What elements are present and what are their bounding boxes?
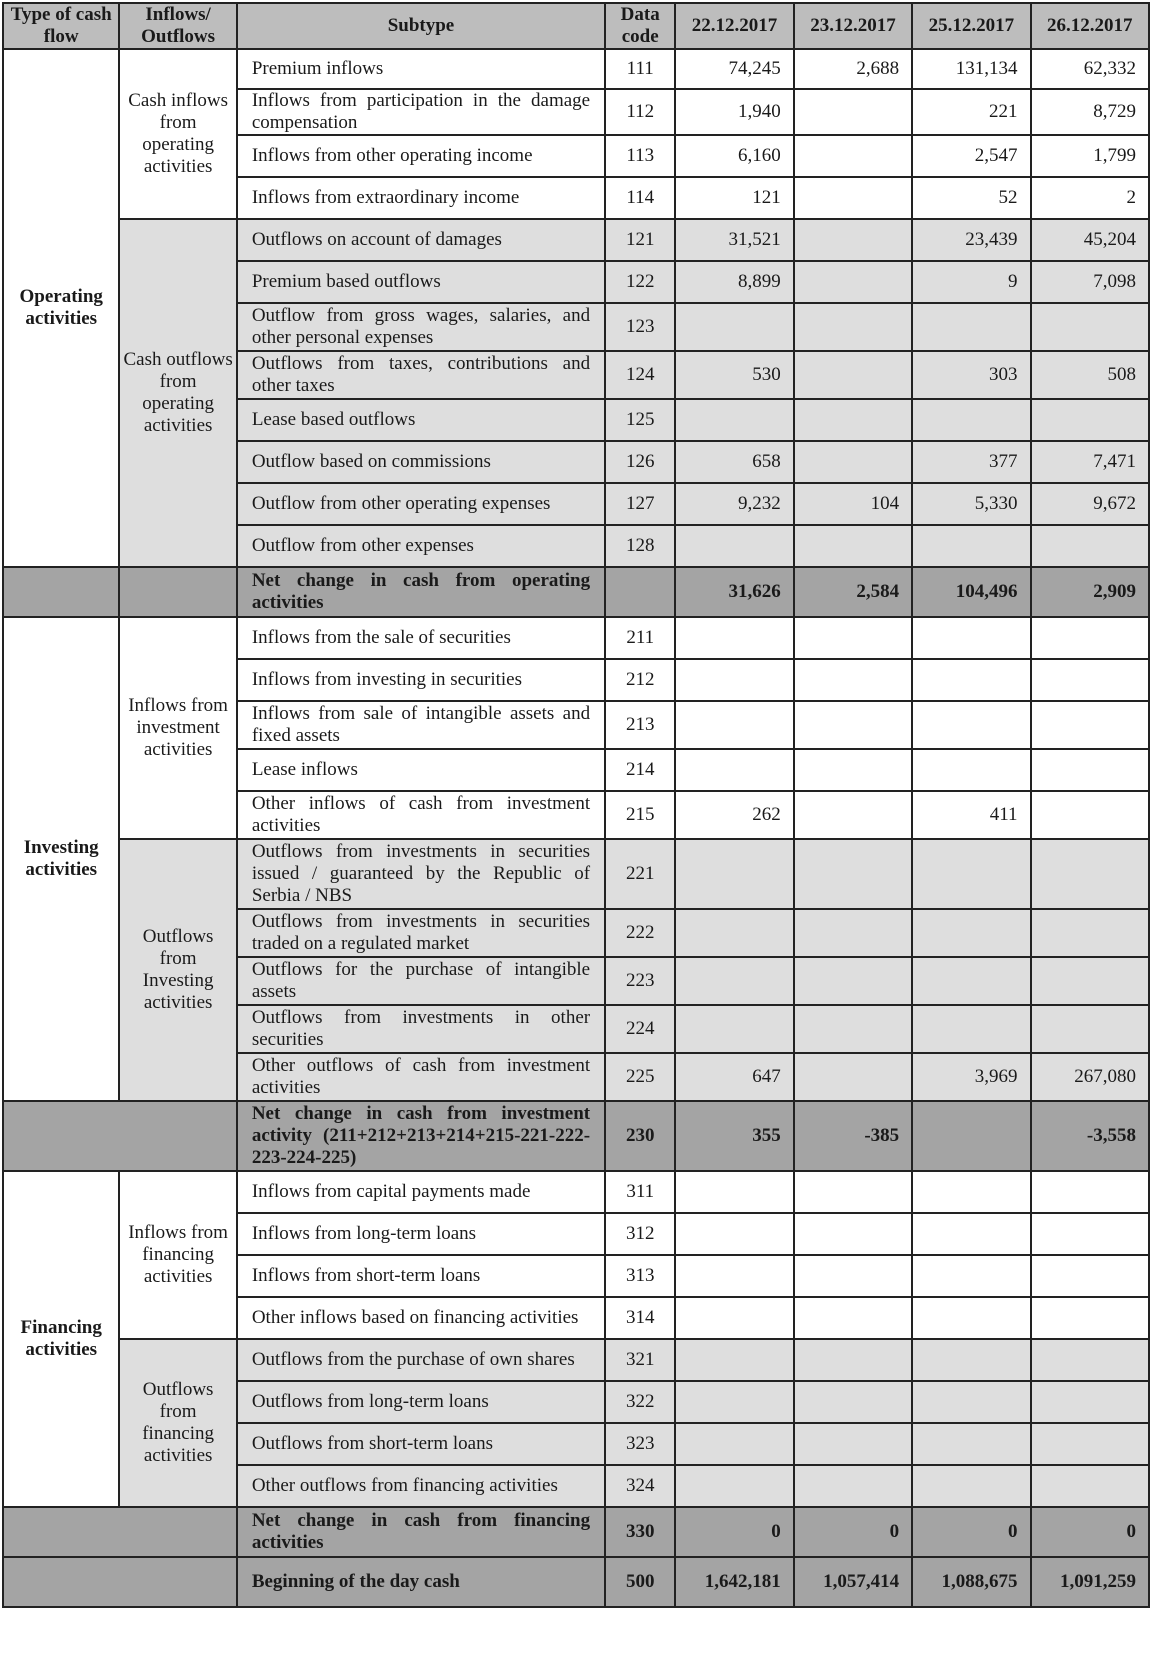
value-cell: 6,160 bbox=[675, 135, 793, 177]
data-code-cell: 213 bbox=[605, 701, 675, 749]
value-cell bbox=[794, 1213, 912, 1255]
data-code-cell: 224 bbox=[605, 1005, 675, 1053]
data-code-cell: 225 bbox=[605, 1053, 675, 1101]
subtype-cell: Outflows from investments in securities issued / guaranteed by the Republic of Serbia / NBS bbox=[237, 839, 605, 909]
net-row-operating bbox=[3, 567, 1149, 617]
net-value-cell: 0 bbox=[675, 1507, 793, 1557]
value-cell bbox=[1031, 1255, 1149, 1297]
value-cell bbox=[675, 303, 793, 351]
table-row bbox=[3, 617, 1149, 659]
value-cell bbox=[1031, 1213, 1149, 1255]
value-cell bbox=[675, 701, 793, 749]
subtype-cell: Other outflows of cash from investment activities bbox=[237, 1053, 605, 1101]
net-subtype-cell: Net change in cash from investment activity (211+212+213+214+215-221-222-223-224-225) bbox=[237, 1101, 605, 1171]
value-cell bbox=[675, 1423, 793, 1465]
data-code-cell: 215 bbox=[605, 791, 675, 839]
net-value-cell: 0 bbox=[912, 1507, 1030, 1557]
value-cell: 508 bbox=[1031, 351, 1149, 399]
value-cell bbox=[794, 1465, 912, 1507]
value-cell bbox=[794, 89, 912, 135]
data-code-cell: 112 bbox=[605, 89, 675, 135]
value-cell bbox=[675, 839, 793, 909]
subtype-cell: Inflows from other operating income bbox=[237, 135, 605, 177]
value-cell bbox=[912, 1339, 1030, 1381]
table-row bbox=[3, 839, 1149, 909]
cash-flow-table bbox=[2, 2, 1150, 1608]
value-cell: 5,330 bbox=[912, 483, 1030, 525]
beginning-value-cell: 1,088,675 bbox=[912, 1557, 1030, 1607]
empty-cell bbox=[3, 567, 119, 617]
header-data-code: Data code bbox=[605, 3, 675, 49]
header-subtype: Subtype bbox=[237, 3, 605, 49]
header-row bbox=[3, 3, 1149, 49]
value-cell bbox=[912, 839, 1030, 909]
data-code-cell: 312 bbox=[605, 1213, 675, 1255]
value-cell bbox=[1031, 957, 1149, 1005]
value-cell: 658 bbox=[675, 441, 793, 483]
value-cell bbox=[1031, 1005, 1149, 1053]
cash-outflows-operating-label: Cash outflows from operating activities bbox=[119, 219, 236, 567]
cash-inflows-operating-label: Cash inflows from operating activities bbox=[119, 49, 236, 219]
value-cell bbox=[675, 1213, 793, 1255]
net-value-cell: 31,626 bbox=[675, 567, 793, 617]
subtype-cell: Outflow from gross wages, salaries, and other personal expenses bbox=[237, 303, 605, 351]
value-cell: 411 bbox=[912, 791, 1030, 839]
data-code-cell: 221 bbox=[605, 839, 675, 909]
subtype-cell: Other outflows from financing activities bbox=[237, 1465, 605, 1507]
value-cell: 1,940 bbox=[675, 89, 793, 135]
value-cell bbox=[912, 1171, 1030, 1213]
subtype-cell: Lease inflows bbox=[237, 749, 605, 791]
value-cell bbox=[794, 617, 912, 659]
data-code-cell: 127 bbox=[605, 483, 675, 525]
value-cell: 9,672 bbox=[1031, 483, 1149, 525]
value-cell bbox=[794, 441, 912, 483]
data-code-cell: 313 bbox=[605, 1255, 675, 1297]
value-cell: 2,547 bbox=[912, 135, 1030, 177]
inflows-investment-label: Inflows from investment activities bbox=[119, 617, 236, 839]
data-code-cell: 324 bbox=[605, 1465, 675, 1507]
data-code-cell: 323 bbox=[605, 1423, 675, 1465]
subtype-cell: Outflows from investments in other securities bbox=[237, 1005, 605, 1053]
net-value-cell: -385 bbox=[794, 1101, 912, 1171]
value-cell: 8,729 bbox=[1031, 89, 1149, 135]
beginning-value-cell: 1,642,181 bbox=[675, 1557, 793, 1607]
value-cell bbox=[912, 617, 1030, 659]
value-cell bbox=[794, 1423, 912, 1465]
net-row-investing bbox=[3, 1101, 1149, 1171]
subtype-cell: Inflows from the sale of securities bbox=[237, 617, 605, 659]
subtype-cell: Outflows from taxes, contributions and other taxes bbox=[237, 351, 605, 399]
value-cell bbox=[912, 749, 1030, 791]
data-code-cell: 222 bbox=[605, 909, 675, 957]
data-code-cell: 111 bbox=[605, 49, 675, 89]
data-code-cell: 126 bbox=[605, 441, 675, 483]
value-cell bbox=[675, 1339, 793, 1381]
subtype-cell: Inflows from capital payments made bbox=[237, 1171, 605, 1213]
subtype-cell: Other inflows based on financing activities bbox=[237, 1297, 605, 1339]
data-code-cell: 330 bbox=[605, 1507, 675, 1557]
type-financing-activities: Financing activities bbox=[3, 1171, 119, 1507]
value-cell bbox=[794, 909, 912, 957]
table-row bbox=[3, 1339, 1149, 1381]
data-code-cell: 211 bbox=[605, 617, 675, 659]
value-cell bbox=[794, 1005, 912, 1053]
table-row bbox=[3, 1171, 1149, 1213]
value-cell: 9,232 bbox=[675, 483, 793, 525]
subtype-cell: Outflow based on commissions bbox=[237, 441, 605, 483]
net-subtype-cell: Net change in cash from operating activities bbox=[237, 567, 605, 617]
value-cell bbox=[675, 1255, 793, 1297]
value-cell bbox=[675, 1381, 793, 1423]
value-cell bbox=[1031, 701, 1149, 749]
value-cell bbox=[675, 525, 793, 567]
value-cell bbox=[675, 1297, 793, 1339]
value-cell bbox=[1031, 525, 1149, 567]
value-cell bbox=[1031, 399, 1149, 441]
subtype-cell: Outflows from investments in securities traded on a regulated market bbox=[237, 909, 605, 957]
net-value-cell: -3,558 bbox=[1031, 1101, 1149, 1171]
value-cell bbox=[794, 1171, 912, 1213]
value-cell bbox=[1031, 1423, 1149, 1465]
value-cell: 9 bbox=[912, 261, 1030, 303]
empty-cell bbox=[3, 1101, 237, 1171]
value-cell: 23,439 bbox=[912, 219, 1030, 261]
net-value-cell bbox=[912, 1101, 1030, 1171]
net-subtype-cell: Net change in cash from financing activities bbox=[237, 1507, 605, 1557]
value-cell: 31,521 bbox=[675, 219, 793, 261]
value-cell: 2,688 bbox=[794, 49, 912, 89]
data-code-cell: 314 bbox=[605, 1297, 675, 1339]
value-cell bbox=[794, 659, 912, 701]
subtype-cell: Outflows from long-term loans bbox=[237, 1381, 605, 1423]
value-cell bbox=[912, 1465, 1030, 1507]
value-cell bbox=[675, 617, 793, 659]
subtype-cell: Outflows for the purchase of intangible assets bbox=[237, 957, 605, 1005]
empty-cell bbox=[119, 567, 236, 617]
value-cell: 104 bbox=[794, 483, 912, 525]
value-cell bbox=[675, 399, 793, 441]
value-cell bbox=[912, 1423, 1030, 1465]
data-code-cell: 214 bbox=[605, 749, 675, 791]
subtype-cell: Lease based outflows bbox=[237, 399, 605, 441]
value-cell: 530 bbox=[675, 351, 793, 399]
value-cell: 7,098 bbox=[1031, 261, 1149, 303]
value-cell bbox=[912, 1297, 1030, 1339]
net-value-cell: 104,496 bbox=[912, 567, 1030, 617]
data-code-cell: 128 bbox=[605, 525, 675, 567]
value-cell: 62,332 bbox=[1031, 49, 1149, 89]
data-code-cell: 321 bbox=[605, 1339, 675, 1381]
table-row bbox=[3, 219, 1149, 261]
subtype-cell: Inflows from long-term loans bbox=[237, 1213, 605, 1255]
value-cell: 74,245 bbox=[675, 49, 793, 89]
subtype-cell: Inflows from participation in the damage compensation bbox=[237, 89, 605, 135]
value-cell bbox=[794, 839, 912, 909]
data-code-cell: 500 bbox=[605, 1557, 675, 1607]
beginning-value-cell: 1,091,259 bbox=[1031, 1557, 1149, 1607]
data-code-cell: 123 bbox=[605, 303, 675, 351]
net-value-cell: 0 bbox=[794, 1507, 912, 1557]
value-cell bbox=[794, 791, 912, 839]
value-cell bbox=[1031, 909, 1149, 957]
type-operating-activities: Operating activities bbox=[3, 49, 119, 567]
data-code-cell: 223 bbox=[605, 957, 675, 1005]
header-date: 26.12.2017 bbox=[1031, 3, 1149, 49]
value-cell bbox=[794, 1339, 912, 1381]
value-cell bbox=[1031, 1297, 1149, 1339]
subtype-cell: Outflows on account of damages bbox=[237, 219, 605, 261]
value-cell: 45,204 bbox=[1031, 219, 1149, 261]
outflows-investing-label: Outflows from Investing activities bbox=[119, 839, 236, 1101]
data-code-cell: 230 bbox=[605, 1101, 675, 1171]
data-code-cell: 311 bbox=[605, 1171, 675, 1213]
header-date: 23.12.2017 bbox=[794, 3, 912, 49]
value-cell bbox=[675, 909, 793, 957]
value-cell bbox=[1031, 1339, 1149, 1381]
subtype-cell: Premium based outflows bbox=[237, 261, 605, 303]
beginning-cash-row bbox=[3, 1557, 1149, 1607]
type-investing-activities: Investing activities bbox=[3, 617, 119, 1101]
data-code-cell: 322 bbox=[605, 1381, 675, 1423]
empty-cell bbox=[3, 1507, 237, 1557]
value-cell bbox=[912, 525, 1030, 567]
value-cell bbox=[794, 701, 912, 749]
value-cell: 267,080 bbox=[1031, 1053, 1149, 1101]
header-inflows-outflows: Inflows/ Outflows bbox=[119, 3, 236, 49]
value-cell bbox=[912, 957, 1030, 1005]
value-cell bbox=[912, 399, 1030, 441]
data-code-cell: 114 bbox=[605, 177, 675, 219]
table-row bbox=[3, 49, 1149, 89]
data-code-cell: 121 bbox=[605, 219, 675, 261]
value-cell bbox=[794, 1053, 912, 1101]
value-cell: 7,471 bbox=[1031, 441, 1149, 483]
value-cell: 303 bbox=[912, 351, 1030, 399]
beginning-subtype-cell: Beginning of the day cash bbox=[237, 1557, 605, 1607]
value-cell bbox=[675, 1005, 793, 1053]
value-cell bbox=[1031, 839, 1149, 909]
net-row-financing bbox=[3, 1507, 1149, 1557]
net-value-cell: 355 bbox=[675, 1101, 793, 1171]
value-cell bbox=[1031, 1381, 1149, 1423]
value-cell bbox=[1031, 617, 1149, 659]
data-code-cell: 124 bbox=[605, 351, 675, 399]
value-cell: 8,899 bbox=[675, 261, 793, 303]
value-cell bbox=[675, 1171, 793, 1213]
value-cell bbox=[1031, 303, 1149, 351]
value-cell bbox=[794, 749, 912, 791]
subtype-cell: Inflows from investing in securities bbox=[237, 659, 605, 701]
value-cell bbox=[1031, 659, 1149, 701]
subtype-cell: Outflows from short-term loans bbox=[237, 1423, 605, 1465]
value-cell bbox=[912, 659, 1030, 701]
net-value-cell: 2,909 bbox=[1031, 567, 1149, 617]
value-cell bbox=[675, 1465, 793, 1507]
header-type: Type of cash flow bbox=[3, 3, 119, 49]
header-date: 22.12.2017 bbox=[675, 3, 793, 49]
net-value-cell: 0 bbox=[1031, 1507, 1149, 1557]
net-value-cell: 2,584 bbox=[794, 567, 912, 617]
value-cell: 131,134 bbox=[912, 49, 1030, 89]
value-cell bbox=[675, 659, 793, 701]
value-cell bbox=[1031, 749, 1149, 791]
subtype-cell: Outflow from other operating expenses bbox=[237, 483, 605, 525]
value-cell bbox=[1031, 1465, 1149, 1507]
subtype-cell: Inflows from sale of intangible assets and fixed assets bbox=[237, 701, 605, 749]
value-cell bbox=[794, 1297, 912, 1339]
value-cell bbox=[1031, 1171, 1149, 1213]
value-cell bbox=[675, 957, 793, 1005]
value-cell bbox=[794, 135, 912, 177]
beginning-value-cell: 1,057,414 bbox=[794, 1557, 912, 1607]
value-cell: 121 bbox=[675, 177, 793, 219]
value-cell bbox=[794, 399, 912, 441]
value-cell bbox=[912, 701, 1030, 749]
subtype-cell: Inflows from short-term loans bbox=[237, 1255, 605, 1297]
data-code-cell: 122 bbox=[605, 261, 675, 303]
value-cell bbox=[794, 1381, 912, 1423]
value-cell: 3,969 bbox=[912, 1053, 1030, 1101]
subtype-cell: Other inflows of cash from investment activities bbox=[237, 791, 605, 839]
value-cell bbox=[794, 261, 912, 303]
subtype-cell: Premium inflows bbox=[237, 49, 605, 89]
data-code-cell: 125 bbox=[605, 399, 675, 441]
value-cell: 647 bbox=[675, 1053, 793, 1101]
value-cell: 2 bbox=[1031, 177, 1149, 219]
value-cell bbox=[794, 1255, 912, 1297]
value-cell: 221 bbox=[912, 89, 1030, 135]
value-cell bbox=[794, 177, 912, 219]
value-cell bbox=[912, 1005, 1030, 1053]
header-date: 25.12.2017 bbox=[912, 3, 1030, 49]
data-code-cell bbox=[605, 567, 675, 617]
value-cell bbox=[675, 749, 793, 791]
value-cell: 262 bbox=[675, 791, 793, 839]
value-cell bbox=[794, 957, 912, 1005]
value-cell bbox=[912, 1381, 1030, 1423]
empty-cell bbox=[3, 1557, 237, 1607]
inflows-financing-label: Inflows from financing activities bbox=[119, 1171, 236, 1339]
value-cell bbox=[794, 351, 912, 399]
data-code-cell: 212 bbox=[605, 659, 675, 701]
value-cell bbox=[912, 303, 1030, 351]
value-cell: 377 bbox=[912, 441, 1030, 483]
value-cell bbox=[794, 303, 912, 351]
value-cell bbox=[912, 1213, 1030, 1255]
value-cell: 1,799 bbox=[1031, 135, 1149, 177]
value-cell bbox=[912, 1255, 1030, 1297]
subtype-cell: Outflow from other expenses bbox=[237, 525, 605, 567]
subtype-cell: Inflows from extraordinary income bbox=[237, 177, 605, 219]
value-cell bbox=[794, 525, 912, 567]
subtype-cell: Outflows from the purchase of own shares bbox=[237, 1339, 605, 1381]
outflows-financing-label: Outflows from financing activities bbox=[119, 1339, 236, 1507]
value-cell bbox=[1031, 791, 1149, 839]
value-cell bbox=[912, 909, 1030, 957]
value-cell bbox=[794, 219, 912, 261]
value-cell: 52 bbox=[912, 177, 1030, 219]
data-code-cell: 113 bbox=[605, 135, 675, 177]
